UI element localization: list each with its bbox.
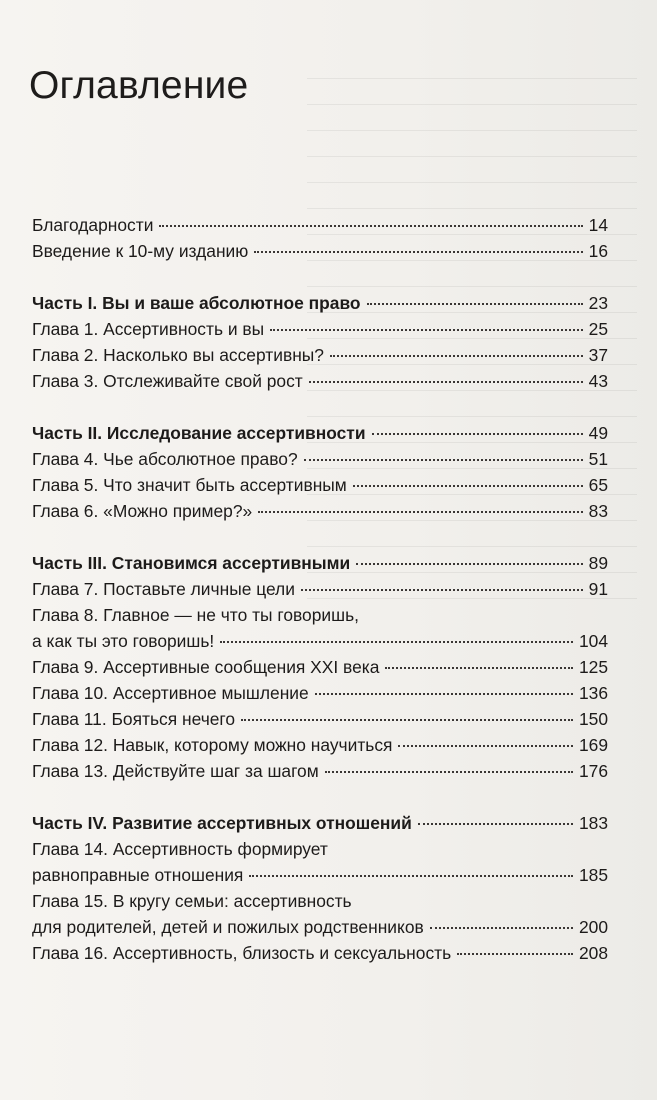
toc-page-number: 104: [578, 631, 608, 651]
toc-page-number: 176: [578, 761, 608, 781]
dot-leader: [159, 224, 582, 227]
toc-entry-label: Глава 11. Бояться нечего: [32, 709, 236, 729]
dot-leader: [241, 718, 573, 721]
toc-page-number: 51: [588, 449, 608, 469]
toc-chapter-5: [32, 472, 608, 498]
toc-entry-label: Глава 16. Ассертивность, близость и сексуальность: [32, 943, 452, 963]
dot-leader: [356, 562, 582, 565]
toc-page-number: 14: [588, 215, 608, 235]
toc-entry-label: Глава 1. Ассертивность и вы: [32, 319, 265, 339]
toc-page-number: 91: [588, 579, 608, 599]
toc-entry-label: Введение к 10-му изданию: [32, 241, 249, 261]
toc-page-number: 37: [588, 345, 608, 365]
dot-leader: [330, 354, 583, 357]
toc-part-1: [32, 290, 608, 316]
toc-entry-label: Глава 3. Отслеживайте свой рост: [32, 371, 303, 391]
toc-chapter-8-line1: Глава 8. Главное — не что ты говоришь,: [32, 605, 359, 625]
toc-chapter-16: [32, 940, 608, 966]
toc-entry-label: Глава 9. Ассертивные сообщения XXI века: [32, 657, 380, 677]
toc-entry-label: Глава 6. «Можно пример?»: [32, 501, 253, 521]
dot-leader: [457, 952, 573, 955]
dot-leader: [258, 510, 582, 513]
dot-leader: [304, 458, 583, 461]
toc-entry-label: Благодарности: [32, 215, 154, 235]
toc-page-number: 25: [588, 319, 608, 339]
dot-leader: [254, 250, 582, 253]
dot-leader: [372, 432, 583, 435]
toc-page-number: 136: [578, 683, 608, 703]
toc-part-title: Часть II. Исследование ассертивности: [32, 423, 366, 443]
dot-leader: [398, 744, 573, 747]
toc-entry-label: Глава 5. Что значит быть ассертивным: [32, 475, 347, 495]
toc-chapter-14: [32, 862, 608, 888]
toc-chapter-12: [32, 732, 608, 758]
toc-part-2: [32, 420, 608, 446]
dot-leader: [249, 874, 573, 877]
dot-leader: [301, 588, 583, 591]
toc-page-number: 65: [588, 475, 608, 495]
toc-part-title: Часть IV. Развитие ассертивных отношений: [32, 813, 412, 833]
dot-leader: [385, 666, 573, 669]
toc-entry-label: Глава 12. Навык, которому можно научиться: [32, 735, 393, 755]
toc-page-number: 150: [578, 709, 608, 729]
toc-chapter-15: [32, 914, 608, 940]
toc-chapter-3: [32, 368, 608, 394]
toc-page-number: 125: [578, 657, 608, 677]
toc-chapter-4: [32, 446, 608, 472]
table-of-contents: [32, 212, 608, 966]
toc-part-title: Часть I. Вы и ваше абсолютное право: [32, 293, 361, 313]
dot-leader: [367, 302, 583, 305]
toc-entry-label: для родителей, детей и пожилых родственников: [32, 917, 424, 937]
toc-entry-label: Глава 4. Чье абсолютное право?: [32, 449, 298, 469]
toc-entry-introduction: [32, 238, 608, 264]
toc-page-number: 16: [588, 241, 608, 261]
toc-chapter-7: [32, 576, 608, 602]
dot-leader: [220, 640, 573, 643]
toc-page-number: 185: [578, 865, 608, 885]
toc-chapter-14-line1: Глава 14. Ассертивность формирует: [32, 839, 328, 859]
toc-page-number: 208: [578, 943, 608, 963]
toc-entry-label: Глава 13. Действуйте шаг за шагом: [32, 761, 319, 781]
toc-page-number: 200: [578, 917, 608, 937]
toc-page-number: 89: [588, 553, 608, 573]
toc-chapter-10: [32, 680, 608, 706]
toc-page-number: 169: [578, 735, 608, 755]
toc-chapter-11: [32, 706, 608, 732]
toc-part-4: [32, 810, 608, 836]
page-title: Оглавление: [29, 64, 249, 107]
toc-entry-acknowledgements: [32, 212, 608, 238]
dot-leader: [418, 822, 573, 825]
toc-page-number: 83: [588, 501, 608, 521]
toc-chapter-13: [32, 758, 608, 784]
toc-entry-label: а как ты это говоришь!: [32, 631, 215, 651]
toc-page-number: 183: [578, 813, 608, 833]
toc-chapter-9: [32, 654, 608, 680]
toc-chapter-6: [32, 498, 608, 524]
toc-entry-label: равноправные отношения: [32, 865, 244, 885]
toc-part-3: [32, 550, 608, 576]
dot-leader: [315, 692, 573, 695]
dot-leader: [325, 770, 573, 773]
toc-chapter-15-line1: Глава 15. В кругу семьи: ассертивность: [32, 891, 352, 911]
toc-part-title: Часть III. Становимся ассертивными: [32, 553, 351, 573]
toc-page-number: 23: [588, 293, 608, 313]
dot-leader: [270, 328, 583, 331]
toc-page-number: 43: [588, 371, 608, 391]
dot-leader: [353, 484, 583, 487]
dot-leader: [309, 380, 583, 383]
toc-chapter-8: [32, 628, 608, 654]
toc-page-number: 49: [588, 423, 608, 443]
toc-chapter-1: [32, 316, 608, 342]
toc-entry-label: Глава 2. Насколько вы ассертивны?: [32, 345, 324, 365]
dot-leader: [430, 926, 573, 929]
toc-chapter-2: [32, 342, 608, 368]
toc-entry-label: Глава 7. Поставьте личные цели: [32, 579, 295, 599]
toc-entry-label: Глава 10. Ассертивное мышление: [32, 683, 309, 703]
